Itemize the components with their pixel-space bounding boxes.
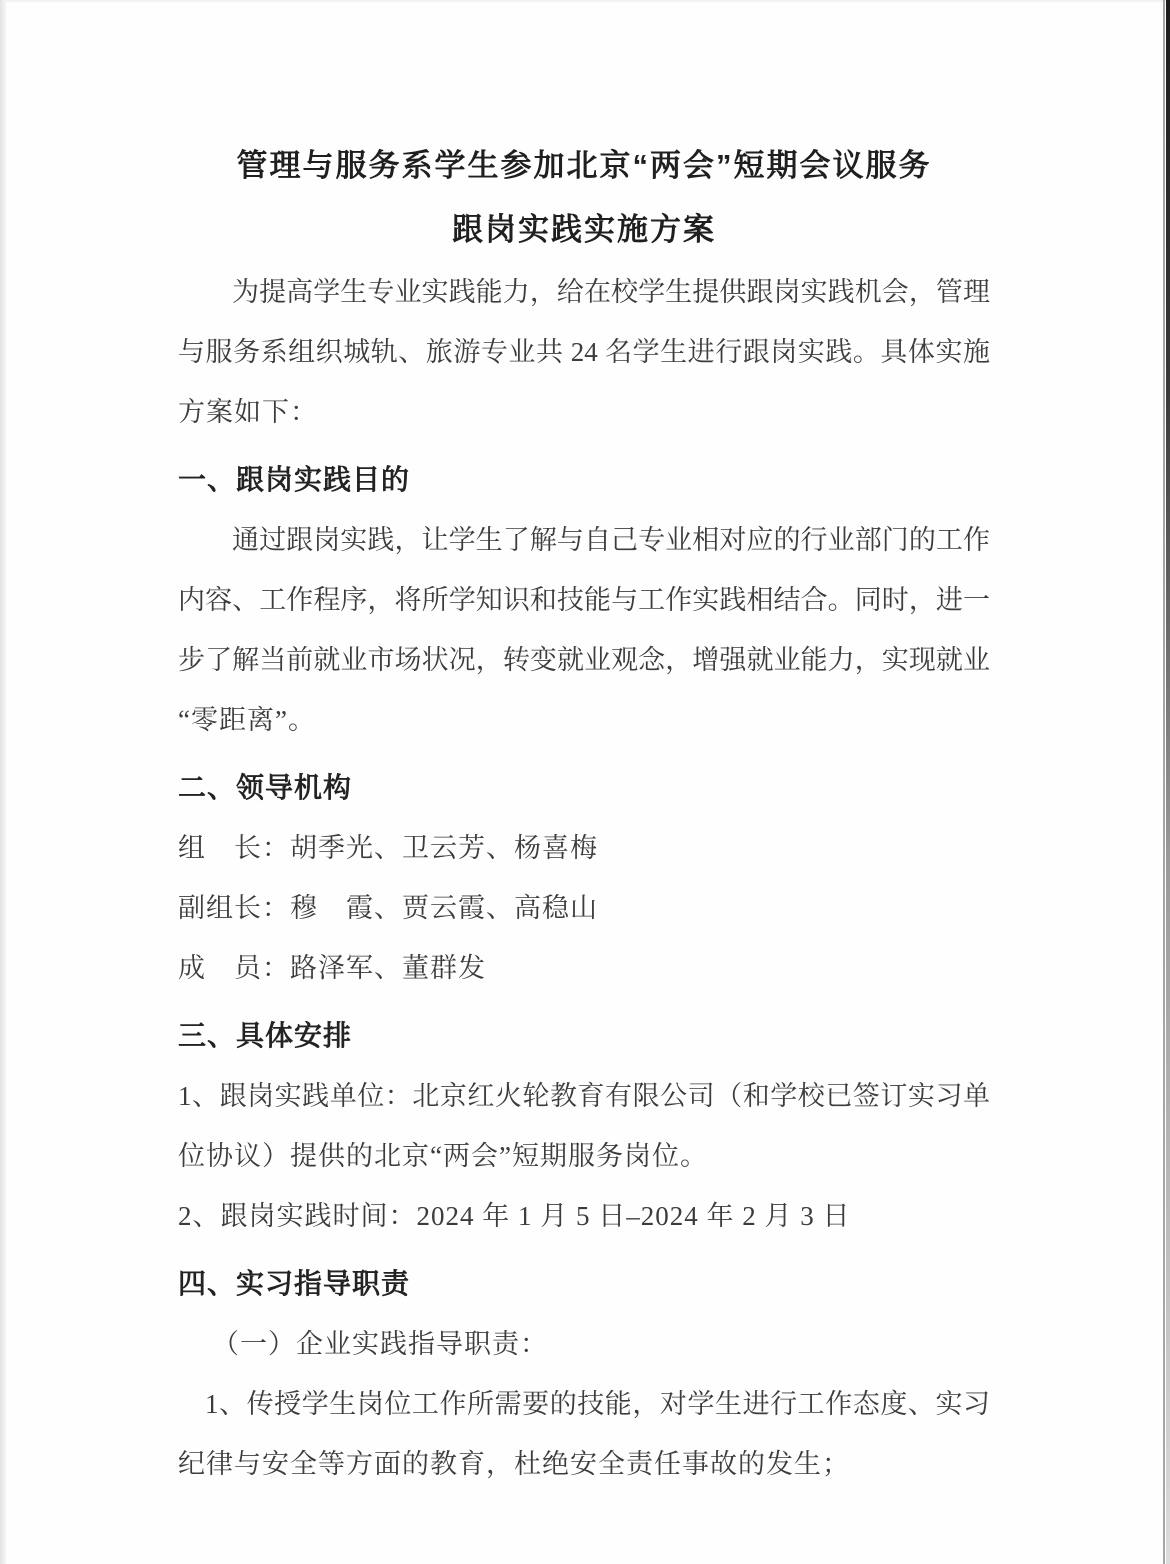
section3-item1-line-1: 1、跟岗实践单位：北京红火轮教育有限公司（和学校已签订实习单 [178, 1081, 990, 1111]
section4-item1-line-2: 纪律与安全等方面的教育，杜绝安全责任事故的发生； [178, 1449, 850, 1479]
section1-line-2: 内容、工作程序，将所学知识和技能与工作实践相结合。同时，进一 [178, 585, 990, 615]
title-line-2: 跟岗实践实施方案 [452, 212, 716, 247]
section3-item2: 2、跟岗实践时间：2024 年 1 月 5 日–2024 年 2 月 3 日 [178, 1201, 851, 1231]
section2-leader: 组 长：胡季光、卫云芳、杨喜梅 [178, 833, 598, 863]
section1-line-4: “零距离”。 [178, 705, 316, 735]
document-content [178, 0, 990, 1494]
scan-edge-left [0, 0, 6, 1564]
title-line-1: 管理与服务系学生参加北京“两会”短期会议服务 [236, 148, 932, 183]
scan-edge-right-shadow [1166, 0, 1170, 1564]
section3-item1-line-2: 位协议）提供的北京“两会”短期服务岗位。 [178, 1141, 708, 1171]
section1-line-1: 通过跟岗实践，让学生了解与自己专业相对应的行业部门的工作 [232, 525, 990, 555]
section2-deputy: 副组长：穆 霞、贾云霞、高稳山 [178, 893, 598, 923]
section4-heading: 四、实习指导职责 [178, 1268, 411, 1299]
intro-line-3: 方案如下： [178, 397, 318, 427]
document-title [178, 134, 990, 262]
section1-line-3: 步了解当前就业市场状况，转变就业观念，增强就业能力，实现就业 [178, 645, 990, 675]
section1-heading: 一、跟岗实践目的 [178, 464, 411, 495]
section2-members: 成 员：路泽军、董群发 [178, 953, 486, 983]
section3-heading: 三、具体安排 [178, 1020, 353, 1051]
intro-line-1: 为提高学生专业实践能力，给在校学生提供跟岗实践机会，管理 [232, 277, 990, 307]
scan-edge-right-line [1163, 0, 1165, 1564]
section4-sub1: （一）企业实践指导职责： [212, 1329, 548, 1359]
section2-heading: 二、领导机构 [178, 772, 353, 803]
intro-line-2: 与服务系组织城轨、旅游专业共 24 名学生进行跟岗实践。具体实施 [178, 337, 990, 367]
section4-item1-line-1: 1、传授学生岗位工作所需要的技能，对学生进行工作态度、实习 [205, 1389, 990, 1419]
